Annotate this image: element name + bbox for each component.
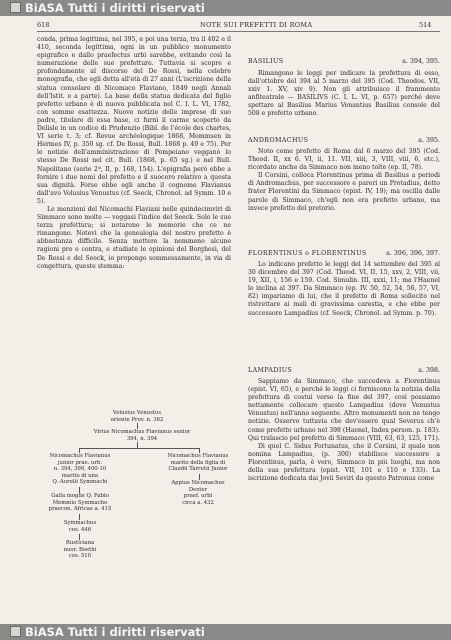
left-paragraph: conda, prima legittima, nel 395, e poi una terza, tra il 402 e il 410, seconda legittima, ogni in un pubblico monumento epigrafico e dallo praefectus urbi sarebbe, evitando così la numerazione delle sue prefetture. Tuttavia si scopre e profondamente al discorso del De Rossi, nella celebre monografia, che egli detta all'età di 27 anni (L'iscrizione della statua consolare di Nicomaco Flaviano, 1849 negli Annali dell'Istit. e a parte). La base della statua dedicata del figlio prefetto urbano è di nuova pubblicata nel C. I. L. VI, 1782, con somme esattezza. Nuove notizie delle imprese di suo padre, titolare di essa base, ci furnì il carme scoperto da Delisle in un codice di Prudenzio (Bibl. de l'école des chartes, VI serie t. 3; cf. Revue archéologique 1868, Mommsen in Hermes IV, p. 350 sg. cf. De Rossi, Bull. 1868 p. 49 e 75). Per le notizie dell'amministrazione di Pompeiano vegganò lo stesso De Rossi nel cit. Bull. (1868, p. 65 sg.) e nel Bull. Napolitano (serie 2ª, II, p. 168, 154). L'epigrafia però ebbe a fornire i due nomi del prefetto e il suocero relativo a questa sua dignità. Forse ebbe egli anche il cognome Flavianus dall'avo Volusius Venustus (cf. Seeck, Chronol. ad Symm. 10 e 5).: [37, 36, 231, 205]
running-header: [0, 19, 451, 31]
watermark-text: BiASA Tutti i diritti riservati: [25, 625, 205, 639]
scanned-page: BiASA Tutti i diritti riservati 618 NOTE SUI PREFETTI DI ROMA 514 conda, prima legittima, nel 395, e poi una terza, tra il 402 e il 410, seconda legittima, ogni in un pubblico monumento epigrafico e dallo praefectus urbi sarebbe, evitando così la numerazione delle sue prefetture. Tuttavia si scopre e profondamente al discorso del De Rossi, nella celebre monografia, che egli detta all'età di 27 anni (L'iscrizione della statua consolare di Nicomaco Flaviano, 1849 negli Annali dell'Istit. e a parte). La base della statua dedicata del figlio prefetto urbano è di nuova pubblicata nel C. I. L. VI, 1782, con somme esattezza. Nuove notizie delle imprese di suo padre, titolare di essa base, ci furnì il carme scoperto da Delisle in un codice di Prudenzio (Bibl. de l'école des chartes, VI serie t. 3; cf. Revue archéologique 1868, Mommsen in Hermes IV, p. 350 sg. cf. De Rossi, Bull. 1868 p. 49 e 75). Per le notizie dell'amministrazione di Pompeiano vegganò lo stesso De Rossi nel cit. Bull. (1868, p. 65 sg.) e nel Bull. Napolitano (serie 2ª, II, p. 168, 154). L'epigrafia però ebbe a fornire i due nomi del prefetto e il suocero relativo a questa sua dignità. Forse ebbe egli anche il cognome Flavianus dall'avo Volusius Venustus (cf. Seeck, Chronol. ad Symm. 10 e 5). Le menzioni del Nicomachi Flaviani nelle quindecimviri di Simmaco sono molte — veggasi l'indice del Seeck. Solo le sue terza prefettura; si notarono le memorie che ce ne rimangono. Notevi che la genealogia del nostro prefetto è abbastanza difficile. Senza mettere la nemmeno alcune ragioni pro e contra, e studiate le opinioni del Borghesi, del De Rossi e del Seeck, io propongo sommessamente, in via di congettura, queste stemma: Volusius Venustus oriente Prov. n. 362 Virius Nicomachus Flavianus senior 394, n. 394 Nicomachus Flavianus junior prae. urb. n. 394, 399, 400-10 marito di una Q. Aurelii Symmachi Nicomachus Flavianus marito della figlia di Claudii Tarrutii Junior Galla moglie Q. Fabio Memmio Symmacho praecon. Africae a. 415 Appius Nicomachus Dexter praef. urbi circa a. 432 Symmachus cos. 446 Rusticiana nuor. Boethi cos. 510 BASILIUS a. 394, 395. Rimangono le leggi per indicare la prefettura di esso, dall'ottobre del 394 al 5 marzo del 395 (Cod. Theodos. VII, xxiv 1. XV, xiv 9). Non gli attribuisco il frammento anfiteatrale — BASILIVS (C. I. L. VI, p. 657) perché deve spettare al Basilius Marius Venantius Basilius console del 508 e prefetto urbano. ANDROMACHUS a. 395. Noto come prefetto di Roma dal 6 marzo del 395 (Cod. Theod. II, xx 6. VI, ii, 11. VII, xiii, 3, VIII, viii, 6, etc.), ricordato anche da Simmaco non meno tolte (ep. II, 78). Il Corsini, colloca Florentinus prima di Basilius a periodi di Andromachus, per successore e pareri un Protadius, detto frater Florentini da Simmaco (epist. IV, 19); ma oscilla dalle parole di Simmaco, ch'egli non era prefetto urbano, ma invece prefetto del pretorio. FLORENTINUS o FLORENTINUS a. 396, 396, 397. Lo indicano prefetto le leggi del 14 settembre del 395 al 30 dicembre del 397 (Cod. Theod. VI, II, 15, xxv, 2, VIII, vii, 19, XII, i, 156 e 159. Cod. Simulin. III, xxxi, 11; ma l'Haenel le inclina al 397. Da Simmaco (ep. IV. 50, 52, 54, 56, 57, VI, 82) impariamo di lui, che il prefetto di Roma sollecito nel ristrettare ai mali di gravissima carestia, e che ebbe per successore Lampadius (cf. Seeck, Chronol. ad Symm. p. 70). LAMPADIUS a. 398. Sappiamo da Simmaco, che succedeva a Florentinus (epist. VI, 65), e perché le leggi ci forniscono la notizia della prefettura di costui verso la fine del 397, così possiamo nettamente collocare questo Lampadius (dove Venustus Venustus) nell'anno seguente. Altro monumenti non ne tengo notizie. Osservo tuttavia che dev'essere qual Severus ch'è come prefetto urbano nel 398 (Haenel, Index person. p. 183). Qui tralascio pel prefetto di Simmaco (VIII, 63, 63, 125, 171). Di quel C. Sidus Fortunatus, che il Corsini, il quale non nomina Lampadius, (p. 300) stabilisce successore a Florentinus, parla, è vero, Simmaco in più luoghi, ma non della sua prefettura (epist. VII, 101 e 110 e 133). La iscrizione dedicata dai Jovii Seviri da questo Patronus come BiASA Tutti i diritti riservati: [0, 0, 451, 640]
section-body-florentinus: Lo indicano prefetto le leggi del 14 settembre del 395 al 30 dicembre del 397 (Cod. Theod. VI, II, 15, xxv, 2, VIII, vii, 19, XII, i, 156 e 159. Cod. Simulin. III, xxxi, 11; ma l'Haenel le inclina al 397. Da Simmaco (ep. IV. 50, 52, 54, 56, 57, VI, 82) impariamo di lui, che il prefetto di Roma sollecito nel ristrettare ai mali di gravissima carestia, e che ebbe per successore Lampadius (cf. Seeck, Chronol. ad Symm. p. 70).: [248, 261, 440, 317]
section-body-lampadius: Sappiamo da Simmaco, che succedeva a Florentinus (epist. VI, 65), e perché le leggi ci forniscono la notizia della prefettura di costui verso la fine del 397, così possiamo nettamente collocare questo Lampadius (dove Venustus Venustus) nell'anno seguente. Altro monumenti non ne tengo notizie. Osservo tuttavia che dev'essere qual Severus ch'è come prefetto urbano nel 398 (Haenel, Index person. p. 183). Qui tralascio pel prefetto di Simmaco (VIII, 63, 63, 125, 171). Di quel C. Sidus Fortunatus, che il Corsini, il quale non nomina Lampadius, (p. 300) stabilisce successore a Florentinus, parla, è vero, Simmaco in più luoghi, ma non della sua prefettura (epist. VII, 101 e 110 e 133). La iscrizione dedicata dai Jovii Seviri da questo Patronus come: [248, 378, 440, 483]
stemma-node-symmachus: Symmachus cos. 446: [63, 520, 97, 533]
library-logo-icon: [10, 2, 21, 13]
watermark-text: BiASA Tutti i diritti riservati: [25, 1, 205, 15]
left-column: [37, 36, 231, 271]
watermark-banner-top: [0, 0, 451, 16]
stemma-node-galla: Galla moglie Q. Fabio Memmio Symmacho praecon. Africae a. 415: [48, 493, 112, 512]
stemma-node-venustus: Volusius Venustus oriente Prov. n. 362: [110, 410, 164, 423]
watermark-banner-bottom: [0, 624, 451, 640]
page-number-right: 514: [419, 21, 432, 29]
left-paragraph: Le menzioni del Nicomachi Flaviani nelle quindecimviri di Simmaco sono molte — veggasi l'indice del Seeck. Solo le sue terza prefettura; si notarono le memorie che ce ne rimangono. Notevi che la genealogia del nostro prefetto è abbastanza difficile. Senza mettere la nemmeno alcune ragioni pro e contra, e studiate le opinioni del Borghesi, del De Rossi e del Seeck, io propongo sommessamente, in via di congettura, queste stemma:: [37, 205, 231, 270]
section-body-andromachus: Noto come prefetto di Roma dal 6 marzo del 395 (Cod. Theod. II, xx 6. VI, ii, 11. VII, xiii, 3, VIII, viii, 6, etc.), ricordato anche da Simmaco non meno tolte (ep. II, 78). Il Corsini, colloca Florentinus prima di Basilius a periodi di Andromachus, per successore e pareri un Protadius, detto frater Florentini da Simmaco (epist. IV, 19); ma oscilla dalle parole di Simmaco, ch'egli non era prefetto urbano, ma invece prefetto del pretorio.: [248, 148, 440, 212]
library-logo-icon: [10, 626, 21, 637]
stemma-node-flavianus-senior: Virius Nicomachus Flavianus senior 394, n. 394: [93, 429, 191, 442]
page-number-left: 618: [37, 21, 50, 29]
family-stemma: [37, 410, 231, 610]
stemma-node-rusticiana: Rusticiana nuor. Boethi cos. 510: [63, 540, 97, 559]
stemma-node-appius-dexter: Appius Nicomachus Dexter praef. urbi circa a. 432: [171, 480, 225, 506]
section-body-basilius: Rimangono le leggi per indicare la prefettura di esso, dall'ottobre del 394 al 5 marzo del 395 (Cod. Theodos. VII, xxiv 1. XV, xiv 9). Non gli attribuisco il frammento anfiteatrale — BASILIVS (C. I. L. VI, p. 657) perché deve spettare al Basilius Marius Venantius Basilius console del 508 e prefetto urbano.: [248, 70, 440, 118]
header-rule: [37, 31, 440, 32]
stemma-node-flavianus-2: Nicomachus Flavianus marito della figlia di Claudii Tarrutii Junior: [167, 453, 229, 472]
running-title: NOTE SUI PREFETTI DI ROMA: [200, 21, 313, 29]
stemma-node-flavianus-junior: Nicomachus Flavianus junior prae. urb. n. 394, 399, 400-10 marito di una Q. Aurelii Symmachi: [49, 453, 111, 485]
